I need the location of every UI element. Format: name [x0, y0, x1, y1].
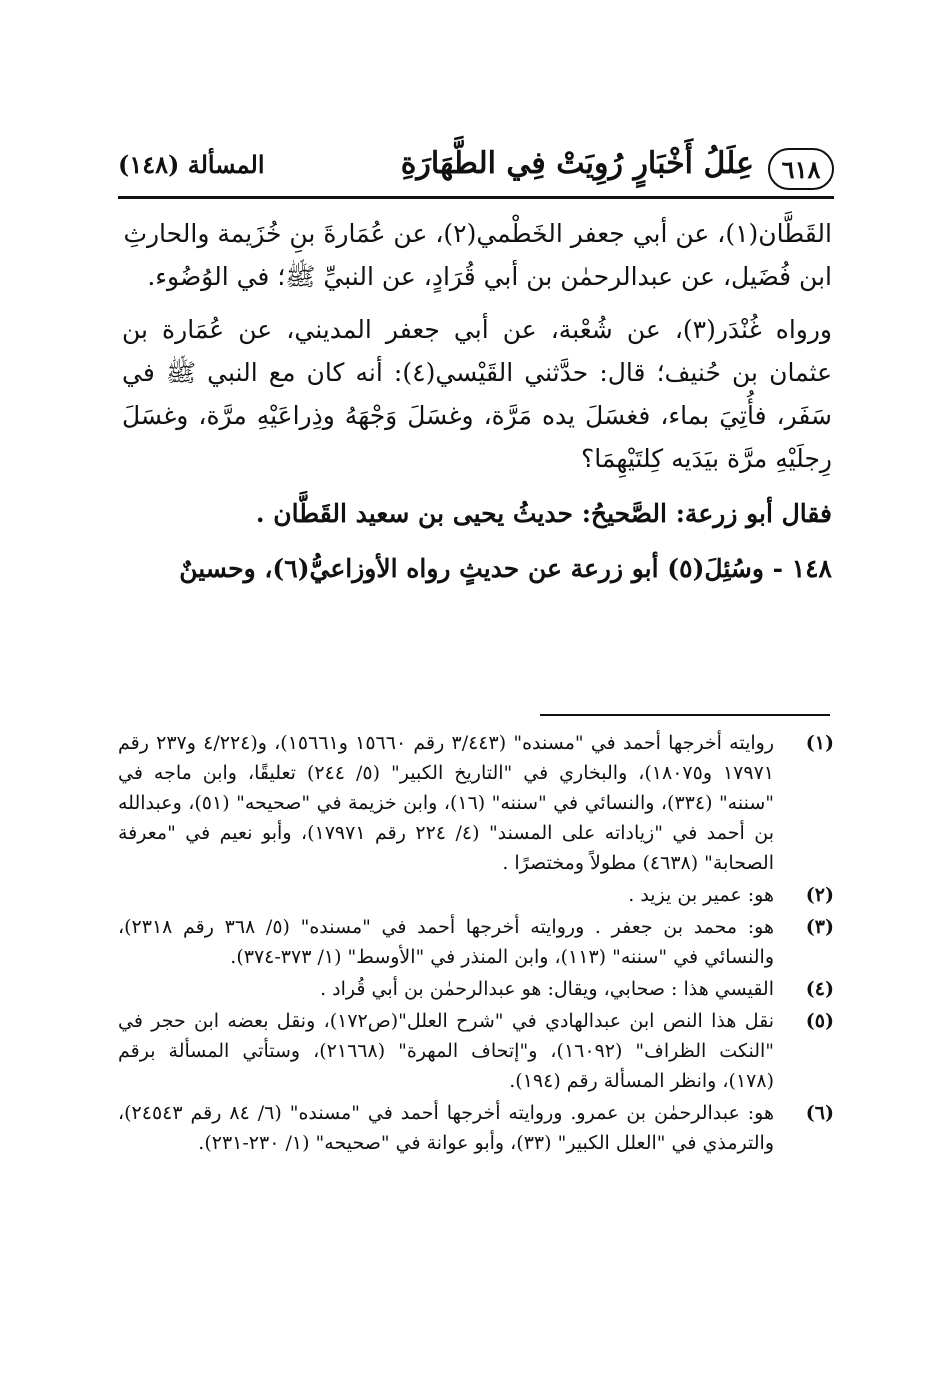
paragraph-2: ورواه غُنْدَر(٣)، عن شُعْبة، عن أبي جعفر المديني، عن عُمَارة بن عثمان بن حُنيف؛ قال: حدَّثني القَيْسي(٤): أنه كان مع النبي ﷺ في سَفَر، فأُتِيَ بماء، فغسَلَ يده مَرَّة، وغسَلَ وَجْهَهُ وذِراعَيْهِ مرَّة، وغسَلَ رِجلَيْهِ مرَّة بيَدَيه كِلتَيْهِمَا؟	[122, 315, 833, 473]
footnote-text: روايته أخرجها أحمد في "مسنده" (٣/٤٤٣ رقم ١٥٦٦٠ و١٥٦٦١)، و(٤/٢٢٤ و٢٣٧ رقم ١٧٩٧١ و١٨٠٧٥)، والبخاري في "التاريخ الكبير" (٥/ ٢٤٤) تعليقًا، وابن ماجه في "سننه" (٣٣٤)، والنسائي في "سننه" (١٦)، وابن خزيمة في "صحيحه" (٥١)، وعبدالله بن أحمد في "زياداته على المسند" (٤/ ٢٢٤ رقم ١٧٩٧١)، وأبو نعيم في "معرفة الصحابة" (٤٦٣٨) مطولاً ومختصرًا .	[118, 732, 774, 874]
header-divider	[118, 196, 834, 199]
question-text: وسُئِلَ(٥) أبو زرعة عن حديثٍ رواه الأوزاعيُّ(٦)، وحسينٌ	[179, 554, 764, 583]
footnote-6	[118, 1098, 834, 1158]
footnote-text: القيسي هذا : صحابي، ويقال: هو عبدالرحمٰن بن أبي قُراد .	[320, 978, 774, 1000]
footnote-divider	[540, 714, 830, 716]
footnote-text: هو: محمد بن جعفر . وروايته أخرجها أحمد في "مسنده" (٥/ ٣٦٨ رقم ٢٣١٨)، والنسائي في "سننه" (١١٣)، وابن المنذر في "الأوسط" (١/ ٣٧٣-٣٧٤).	[118, 916, 774, 968]
paragraph-3-verdict: فقال أبو زرعة: الصَّحيحُ: حديثُ يحيى بن سعيد القَطَّان .	[255, 499, 832, 528]
main-text	[122, 212, 832, 590]
page-number: ٦١٨	[768, 148, 834, 190]
footnote-text: نقل هذا النص ابن عبدالهادي في "شرح العلل"(ص١٧٢)، ونقل بعضه ابن حجر في "النكت الظراف" (١٦٠٩٢)، و"إتحاف المهرة" (٢١٦٦٨)، وستأتي المسألة برقم (١٧٨)، وانظر المسألة رقم (١٩٤).	[118, 1010, 774, 1092]
footnote-2	[118, 880, 834, 910]
footnote-1	[118, 728, 834, 878]
footnote-5	[118, 1006, 834, 1096]
question-number: ١٤٨ -	[772, 554, 832, 583]
footnote-number: (٤)	[805, 978, 834, 1000]
section-title: المسألة (١٤٨)	[118, 150, 265, 179]
footnote-number: (٥)	[805, 1010, 834, 1032]
footnote-number: (١)	[805, 732, 834, 754]
book-title: عِلَلُ أَخْبَارٍ رُوِيَتْ فِي الطَّهَارَةِ	[400, 146, 754, 181]
page-header	[118, 140, 834, 200]
footnotes	[118, 728, 834, 1160]
footnote-number: (٢)	[805, 884, 834, 906]
footnote-4	[118, 974, 834, 1004]
paragraph-4-question	[122, 547, 832, 590]
paragraph-1-line-1: القَطَّان(١)، عن أبي جعفر الخَطْمي(٢)، عن عُمَارةَ بنِ خُزَيمة والحارثِ	[123, 219, 832, 248]
footnote-text: هو: عبدالرحمٰن بن عمرو. وروايته أخرجها أحمد في "مسنده" (٦/ ٨٤ رقم ٢٤٥٤٣)، والترمذي في "العلل الكبير" (٣٣)، وأبو عوانة في "صحيحه" (١/ ٢٣٠-٢٣١).	[118, 1102, 774, 1154]
paragraph-1-line-2: ابن فُضَيل، عن عبدالرحمٰن بن أبي قُرَادٍ، عن النبيِّ ﷺ؛ في الوُضُوء.	[147, 262, 832, 291]
footnote-text: هو: عمير بن يزيد .	[628, 884, 774, 906]
footnote-number: (٦)	[805, 1102, 834, 1124]
footnote-3	[118, 912, 834, 972]
footnote-number: (٣)	[805, 916, 834, 938]
